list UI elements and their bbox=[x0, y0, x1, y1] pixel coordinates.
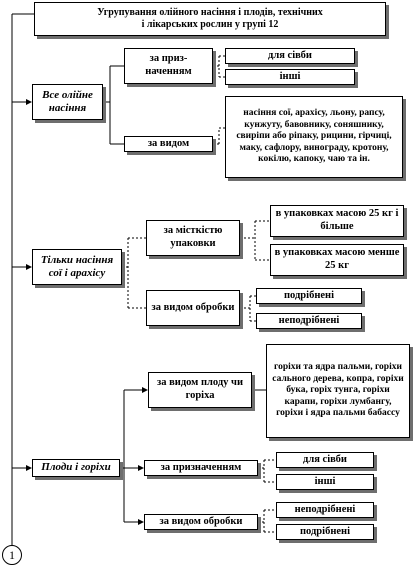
page-connector-circle bbox=[2, 545, 22, 565]
group2-packaging-item-small bbox=[270, 244, 404, 276]
header-title-line1: Угрупування олійного насіння і плодів, технічних bbox=[97, 7, 323, 18]
group1-dashed-connectors bbox=[213, 56, 225, 144]
group3-fruit-type-detail: горіхи та ядра пальми, горіхи сального дерева, копра, горіхи бука, горіх тунга, горіхи карапи, горіхи лумбангу, горіхи і ядра пальми бабассу bbox=[272, 362, 404, 419]
group3-arrowheads bbox=[138, 387, 148, 525]
group3-by-processing-label: за видом обробки bbox=[159, 515, 243, 527]
group3-label-box bbox=[32, 459, 120, 477]
group2-label: Тільки насіння сої і арахісу bbox=[40, 253, 114, 279]
header-title-line2: і лікарських рослин у групі 12 bbox=[141, 19, 279, 30]
group1-purpose-item-sowing bbox=[225, 48, 355, 64]
group1-by-type-label: за видом bbox=[147, 137, 190, 149]
group3-by-purpose-label: за призначенням bbox=[160, 461, 242, 473]
group2-label-box bbox=[32, 249, 122, 285]
group2-processing-item-crushed-label: подрібнені bbox=[284, 289, 334, 301]
group1-by-purpose-box bbox=[124, 48, 213, 84]
group1-purpose-item-other-label: інші bbox=[279, 70, 301, 82]
group1-connectors bbox=[103, 66, 124, 144]
group1-type-detail: насіння сої, арахісу, льону, рапсу, кунжуту, бавовнику, соняшнику, свиріпи або ріпаку, рицини, гірчиці, маку, сафлору, винограду, кротону, кокілю, капоку, чаю та ін. bbox=[236, 108, 392, 165]
group3-label: Плоди і горіхи bbox=[41, 461, 111, 474]
trunk-branches bbox=[12, 102, 28, 468]
group2-packaging-item-large-label: в упаковках масою 25 кг і більше bbox=[275, 208, 399, 232]
group3-by-processing-box bbox=[144, 514, 258, 530]
group3-fruit-type-detail-box bbox=[266, 344, 410, 438]
trunk-arrowheads bbox=[26, 99, 32, 471]
group3-purpose-item-sowing-label: для сівби bbox=[303, 453, 347, 465]
group3-processing-item-crushed bbox=[276, 524, 374, 540]
group3-by-fruit-type-box bbox=[148, 372, 252, 408]
group2-by-packaging-box bbox=[146, 220, 240, 256]
group3-processing-item-uncrushed-label: неподрібнені bbox=[294, 503, 356, 515]
group3-connectors bbox=[120, 390, 266, 522]
group3-purpose-item-other-label: інші bbox=[314, 475, 336, 487]
group2-by-processing-box bbox=[146, 290, 240, 326]
group2-processing-item-crushed bbox=[256, 288, 362, 304]
group2-by-processing-label: за видом обробки bbox=[151, 301, 235, 313]
group3-dashed-connectors bbox=[258, 460, 276, 532]
group3-by-fruit-type-label: за видом плоду чи горіха bbox=[157, 377, 243, 401]
group1-by-type-box bbox=[124, 136, 213, 152]
group1-label-box bbox=[32, 84, 103, 120]
group1-label: Все олійне насіння bbox=[42, 88, 93, 114]
group2-packaging-item-small-label: в упаковках масою менше 25 кг bbox=[274, 247, 400, 271]
header-box bbox=[34, 2, 386, 36]
group1-by-purpose-label: за приз- наченням bbox=[145, 53, 192, 77]
group2-processing-item-uncrushed-label: неподрібнені bbox=[278, 314, 340, 326]
group1-purpose-item-sowing-label: для сівби bbox=[268, 49, 312, 61]
group3-processing-item-uncrushed bbox=[276, 502, 374, 518]
page-connector-number: 1 bbox=[9, 547, 15, 562]
group1-type-detail-box bbox=[225, 96, 403, 178]
group3-purpose-item-sowing bbox=[276, 452, 374, 468]
group2-packaging-item-large bbox=[270, 205, 404, 237]
group2-by-packaging-label: за місткістю упаковки bbox=[163, 225, 223, 249]
group3-by-purpose-box bbox=[144, 460, 258, 476]
group2-processing-item-uncrushed bbox=[256, 313, 362, 329]
group1-purpose-item-other bbox=[225, 69, 355, 85]
group3-processing-item-crushed-label: подрібнені bbox=[300, 525, 350, 537]
group3-purpose-item-other bbox=[276, 474, 374, 490]
